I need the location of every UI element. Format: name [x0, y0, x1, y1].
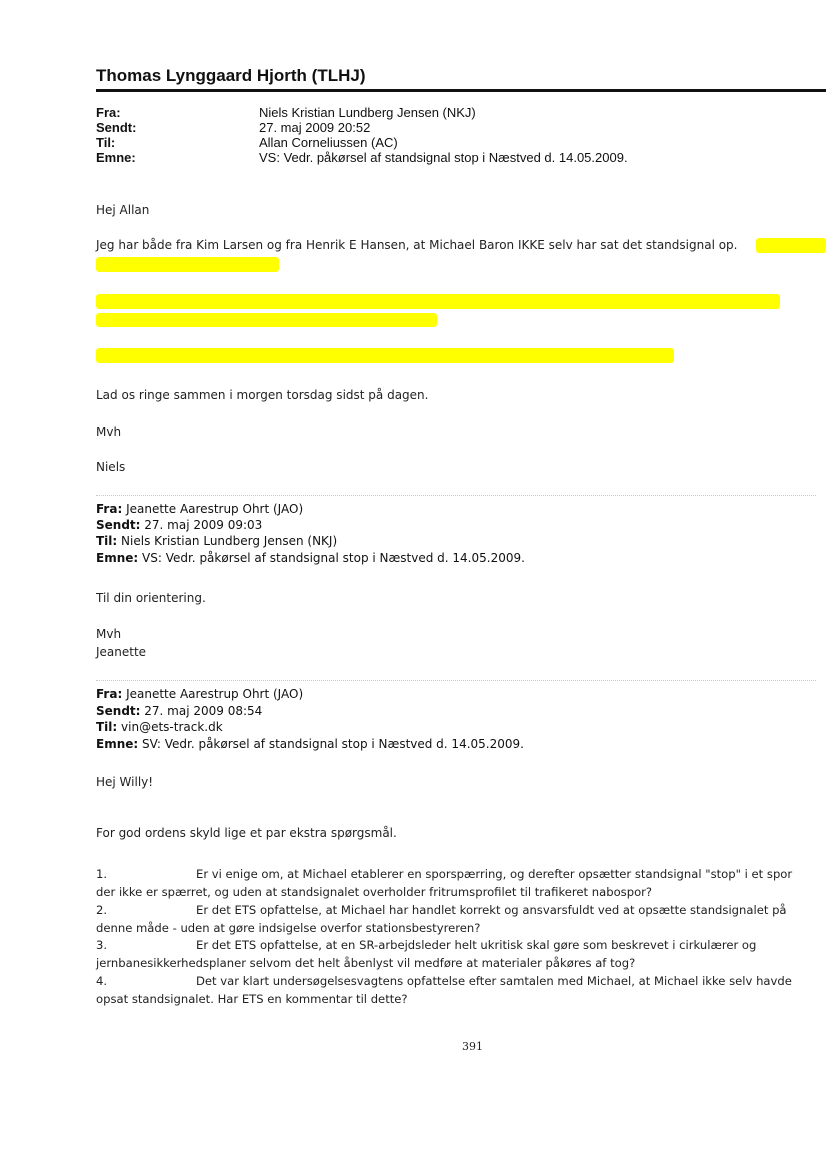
forward1-sent-value: 27. maj 2009 09:03 [144, 518, 263, 532]
question-continuation: jernbanesikkerhedsplaner selvom det helt åbenlyst vil medføre at materialer påkøres af tog? [96, 956, 636, 970]
message-closing: Mvh [96, 425, 122, 439]
forward2-from-row [96, 687, 303, 702]
question-number: 1. [96, 867, 108, 881]
question-continuation: opsat standsignalet. Har ETS en kommentar til dette? [96, 992, 408, 1006]
header-subject-label: Emne: [96, 150, 136, 165]
redaction-highlight [756, 238, 826, 253]
header-subject-value: VS: Vedr. påkørsel af standsignal stop i Næstved d. 14.05.2009. [259, 150, 628, 165]
forward2-intro: For god ordens skyld lige et par ekstra spørgsmål. [96, 826, 397, 840]
question-number: 2. [96, 903, 108, 917]
email-separator [96, 680, 816, 681]
forward2-sent-label: Sendt: [96, 704, 141, 718]
header-from-value: Niels Kristian Lundberg Jensen (NKJ) [259, 105, 476, 120]
redaction-highlight [96, 348, 674, 363]
forward1-signature: Jeanette [96, 645, 147, 659]
header-to-value: Allan Corneliussen (AC) [259, 135, 398, 150]
forward1-sent-label: Sendt: [96, 518, 141, 532]
question-number: 3. [96, 938, 108, 952]
question-text: Er vi enige om, at Michael etablerer en sporspærring, og derefter opsætter standsignal "stop" i et spor [196, 867, 793, 881]
question-continuation: der ikke er spærret, og uden at standsignalet overholder fritrumsprofilet til trafikeret nabospor? [96, 885, 653, 899]
forward2-sent-row [96, 704, 262, 719]
forward1-to-value: Niels Kristian Lundberg Jensen (NKJ) [121, 534, 338, 548]
question-text: Det var klart undersøgelsesvagtens opfattelse efter samtalen med Michael, at Michael ikke selv havde [196, 974, 792, 988]
header-to-label: Til: [96, 135, 116, 150]
forward1-from-label: Fra: [96, 502, 123, 516]
forward1-to-row [96, 534, 337, 549]
page-number: 391 [462, 1040, 483, 1053]
forward2-to-row [96, 720, 223, 735]
redaction-highlight [96, 294, 780, 309]
forward1-from-value: Jeanette Aarestrup Ohrt (JAO) [126, 502, 304, 516]
document-title: Thomas Lynggaard Hjorth (TLHJ) [96, 66, 366, 85]
question-text: Er det ETS opfattelse, at en SR-arbejdsleder helt ukritisk skal gøre som beskrevet i cirkulærer og [196, 938, 757, 952]
title-rule [96, 89, 826, 92]
forward2-subject-row [96, 737, 524, 752]
message-line: Lad os ringe sammen i morgen torsdag sidst på dagen. [96, 388, 429, 402]
forward2-to-value: vin@ets-track.dk [121, 720, 223, 734]
forward1-closing: Mvh [96, 627, 122, 641]
forward2-subject-value: SV: Vedr. påkørsel af standsignal stop i Næstved d. 14.05.2009. [142, 737, 524, 751]
forward1-body: Til din orientering. [96, 591, 206, 605]
forward2-subject-label: Emne: [96, 737, 139, 751]
redaction-highlight [96, 257, 279, 272]
message-signature: Niels [96, 460, 126, 474]
question-number: 4. [96, 974, 108, 988]
header-from-label: Fra: [96, 105, 121, 120]
message-greeting: Hej Allan [96, 203, 150, 217]
question-text: Er det ETS opfattelse, at Michael har handlet korrekt og ansvarsfuldt ved at opsætte standsignalet på [196, 903, 787, 917]
forward1-to-label: Til: [96, 534, 118, 548]
forward2-from-label: Fra: [96, 687, 123, 701]
header-sent-value: 27. maj 2009 20:52 [259, 120, 371, 135]
forward2-greeting: Hej Willy! [96, 775, 154, 789]
forward2-to-label: Til: [96, 720, 118, 734]
forward1-sent-row [96, 518, 262, 533]
forward2-sent-value: 27. maj 2009 08:54 [144, 704, 263, 718]
forward1-from-row [96, 502, 303, 517]
forward2-from-value: Jeanette Aarestrup Ohrt (JAO) [126, 687, 304, 701]
forward1-subject-label: Emne: [96, 551, 139, 565]
message-line: Jeg har både fra Kim Larsen og fra Henrik E Hansen, at Michael Baron IKKE selv har sat det standsignal op. [96, 238, 738, 252]
redaction-highlight [96, 313, 437, 327]
question-continuation: denne måde - uden at gøre indsigelse overfor stationsbestyreren? [96, 921, 481, 935]
email-separator [96, 495, 816, 496]
header-sent-label: Sendt: [96, 120, 137, 135]
forward1-subject-value: VS: Vedr. påkørsel af standsignal stop i Næstved d. 14.05.2009. [142, 551, 525, 565]
forward1-subject-row [96, 551, 525, 566]
